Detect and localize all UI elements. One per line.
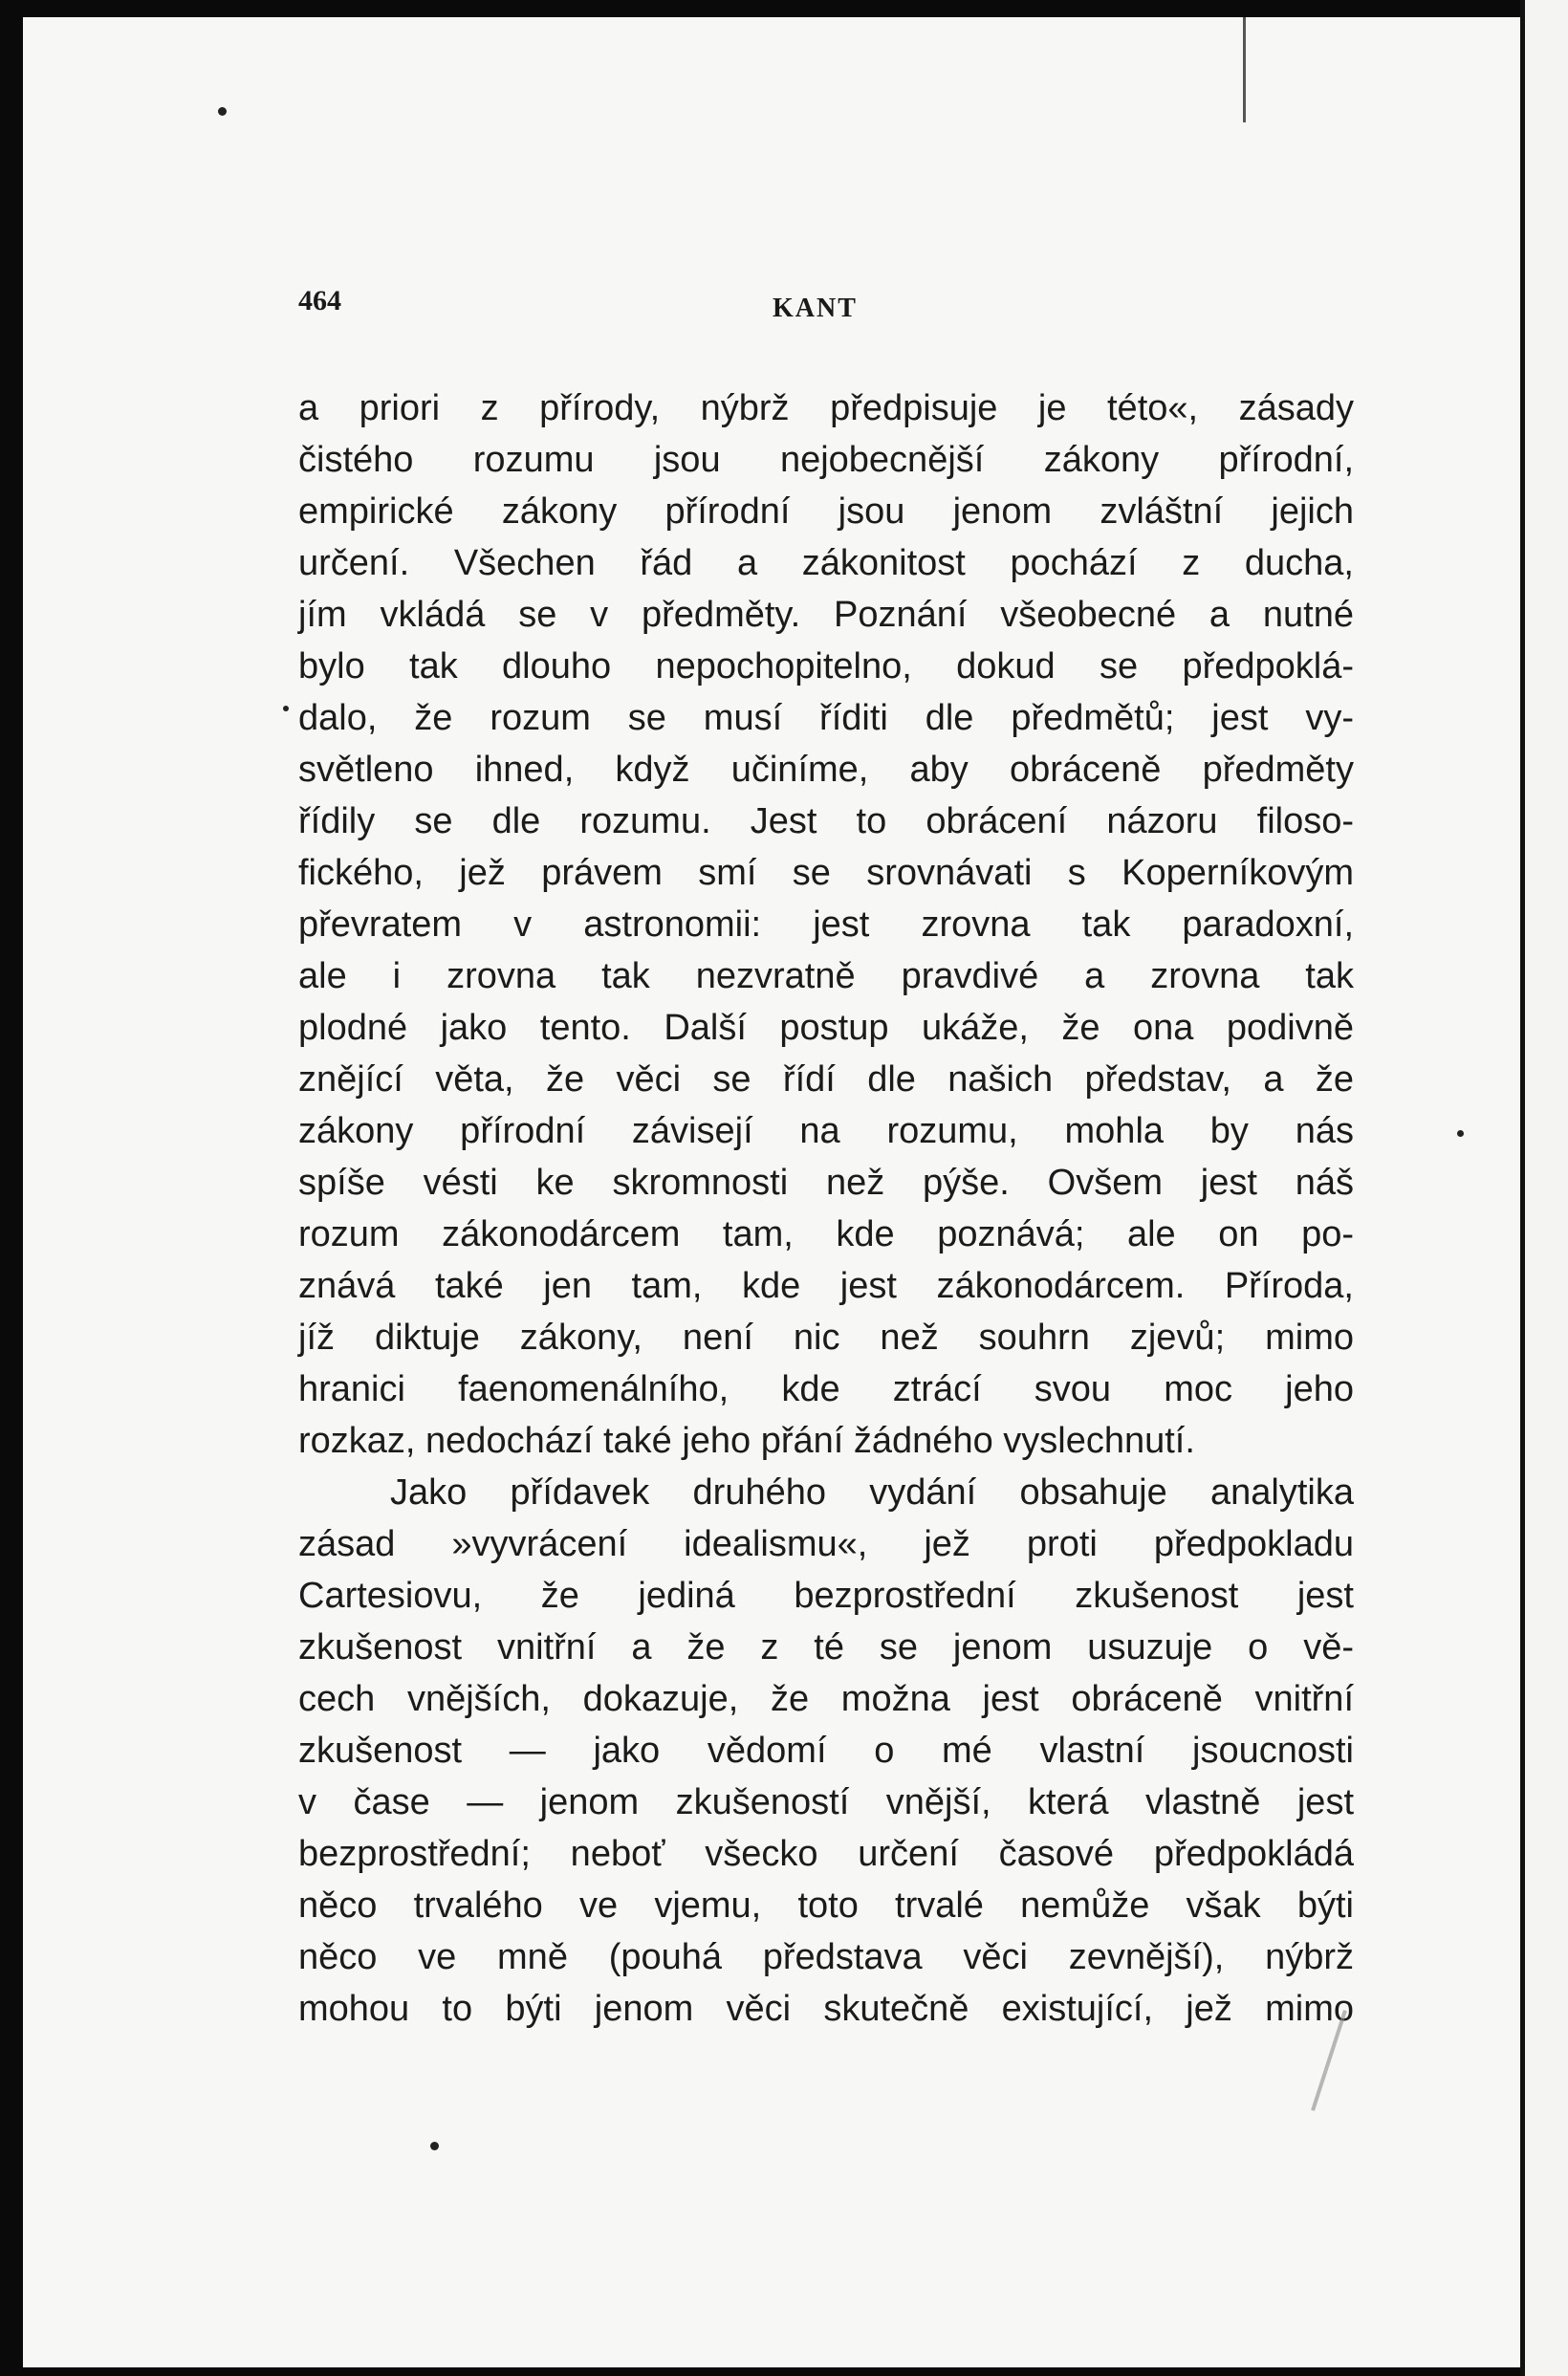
text-line: Cartesiovu, že jediná bezprostřední zkušenost jest [298, 1576, 1354, 1616]
text-line: znějící věta, že věci se řídí dle našich představ, a že [298, 1059, 1354, 1100]
text-line: čistého rozumu jsou nejobecnější zákony přírodní, [298, 440, 1354, 480]
text-line: hranici faenomenálního, kde ztrácí svou moc jeho [298, 1369, 1354, 1409]
ink-speck [218, 107, 227, 116]
text-line: mohou to býti jenom věci skutečně existující, jež mimo [298, 1989, 1354, 2029]
text-line: něco trvalého ve vjemu, toto trvalé nemůže však býti [298, 1886, 1354, 1926]
text-line: něco ve mně (pouhá představa věci zevnější), nýbrž [298, 1937, 1354, 1977]
ink-speck [430, 2142, 439, 2150]
body-text [298, 382, 1354, 2035]
adjacent-page-edge [1520, 0, 1568, 2376]
text-line: bezprostřední; neboť všecko určení časové předpokládá [298, 1834, 1354, 1874]
text-line: bylo tak dlouho nepochopitelno, dokud se předpoklá- [298, 646, 1354, 687]
text-line: zkušenost — jako vědomí o mé vlastní jsoucnosti [298, 1731, 1354, 1771]
running-head [0, 285, 1568, 323]
text-line: fického, jež právem smí se srovnávati s Koperníkovým [298, 853, 1354, 893]
text-line: jím vkládá se v předměty. Poznání všeobecné a nutné [298, 595, 1354, 635]
text-line: v čase — jenom zkušeností vnější, která vlastně jest [298, 1782, 1354, 1822]
page-edge-line [1243, 17, 1246, 122]
text-line: rozkaz, nedochází také jeho přání žádného vyslechnutí. [298, 1421, 1195, 1461]
ink-speck [1457, 1130, 1464, 1137]
text-line: cech vnějších, dokazuje, že možna jest obráceně vnitřní [298, 1679, 1354, 1719]
text-line: převratem v astronomii: jest zrovna tak paradoxní, [298, 905, 1354, 945]
text-line: znává také jen tam, kde jest zákonodárcem. Příroda, [298, 1266, 1354, 1306]
text-line: ale i zrovna tak nezvratně pravdivé a zrovna tak [298, 956, 1354, 996]
text-line: plodné jako tento. Další postup ukáže, že ona podivně [298, 1008, 1354, 1048]
text-line: spíše vésti ke skromnosti než pýše. Ovšem jest náš [298, 1163, 1354, 1203]
text-line: světleno ihned, když učiníme, aby obráceně předměty [298, 750, 1354, 790]
running-title: KANT [773, 294, 858, 323]
text-line: jíž diktuje zákony, není nic než souhrn zjevů; mimo [298, 1318, 1354, 1358]
text-line: určení. Všechen řád a zákonitost pochází z ducha, [298, 543, 1354, 583]
text-line: dalo, že rozum se musí říditi dle předmětů; jest vy- [298, 698, 1354, 738]
text-line: zákony přírodní závisejí na rozumu, mohla by nás [298, 1111, 1354, 1151]
ink-speck [283, 706, 289, 711]
text-line: rozum zákonodárcem tam, kde poznává; ale on po- [298, 1214, 1354, 1254]
text-line: Jako přídavek druhého vydání obsahuje analytika [390, 1472, 1354, 1513]
text-line: empirické zákony přírodní jsou jenom zvláštní jejich [298, 491, 1354, 532]
text-line: zásad »vyvrácení idealismu«, jež proti předpokladu [298, 1524, 1354, 1564]
page-number: 464 [298, 285, 341, 316]
text-line: řídily se dle rozumu. Jest to obrácení názoru filoso- [298, 801, 1354, 841]
text-line: zkušenost vnitřní a že z té se jenom usuzuje o vě- [298, 1627, 1354, 1668]
text-line: a priori z přírody, nýbrž předpisuje je této«, zásady [298, 388, 1354, 428]
